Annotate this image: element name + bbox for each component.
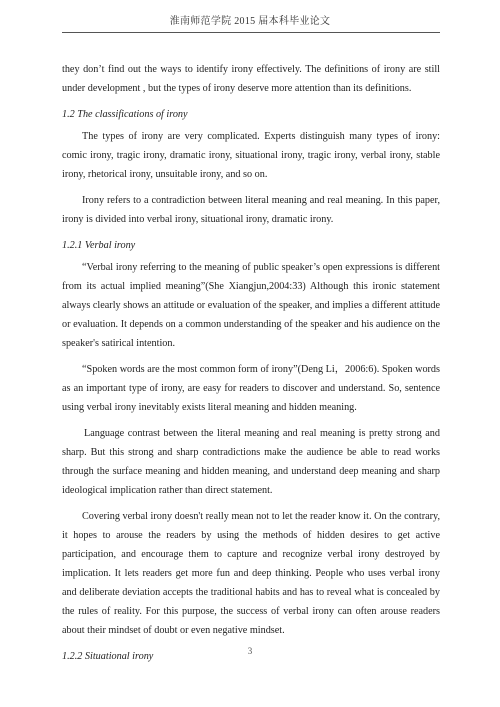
paragraph: Language contrast between the literal meaning and real meaning is pretty strong and sharp. But this strong and sharp contradictions make the audience be able to read works through the surface meaning and hidden meaning, and understand deep meaning and sharp ideological implication rather than direct statement. <box>62 428 440 496</box>
header-rule <box>62 32 440 33</box>
paragraph: they don’t find out the ways to identify irony effectively. The definitions of irony are still under development , but the types of irony deserve more attention than its definitions. <box>62 64 440 94</box>
paragraph: Irony refers to a contradiction between literal meaning and real meaning. In this paper, irony is divided into verbal irony, situational irony, dramatic irony. <box>62 195 440 225</box>
page-number: 3 <box>247 646 253 656</box>
paragraph: Covering verbal irony doesn't really mean not to let the reader know it. On the contrary, it hopes to arouse the readers by using the methods of hidden desires to get active participation, and encourage them to capture and recognize verbal irony destroyed by implication. It lets readers get more fun and deep thinking. People who uses verbal irony and deliberate deviation accepts the traditional habits and has to reveal what is concealed by the rules of reality. For this purpose, the success of verbal irony can often arouse readers about their mindset of doubt or even negative mindset. <box>62 511 440 636</box>
paragraph: “Spoken words are the most common form of irony”(Deng Li，2006:6). Spoken words as an important type of irony, are easy for readers to discover and understand. So, sentence using verbal irony inevitably exists literal meaning and hidden meaning. <box>62 364 440 413</box>
running-header: 淮南师范学院 2015 届本科毕业论文 <box>169 16 331 27</box>
main-text <box>62 60 440 669</box>
paragraph: The types of irony are very complicated. Experts distinguish many types of irony: comic irony, tragic irony, dramatic irony, situational irony, tragic irony, verbal irony, stable irony, rhetorical irony, unsuitable irony, and so on. <box>62 131 440 180</box>
subsection-heading: 1.2.2 Situational irony <box>62 651 154 662</box>
subsection-heading: 1.2.1 Verbal irony <box>62 240 136 251</box>
section-heading: 1.2 The classifications of irony <box>62 109 188 120</box>
paragraph: “Verbal irony referring to the meaning of public speaker’s open expressions is different from its actual implied meaning”(She Xiangjun,2004:33) Although this ironic statement always clearly shows an attitude or evaluation of the speaker, and implies a different attitude or evaluation. It depends on a common understanding of the speaker and his audience on the speaker's satirical intention. <box>62 262 440 349</box>
